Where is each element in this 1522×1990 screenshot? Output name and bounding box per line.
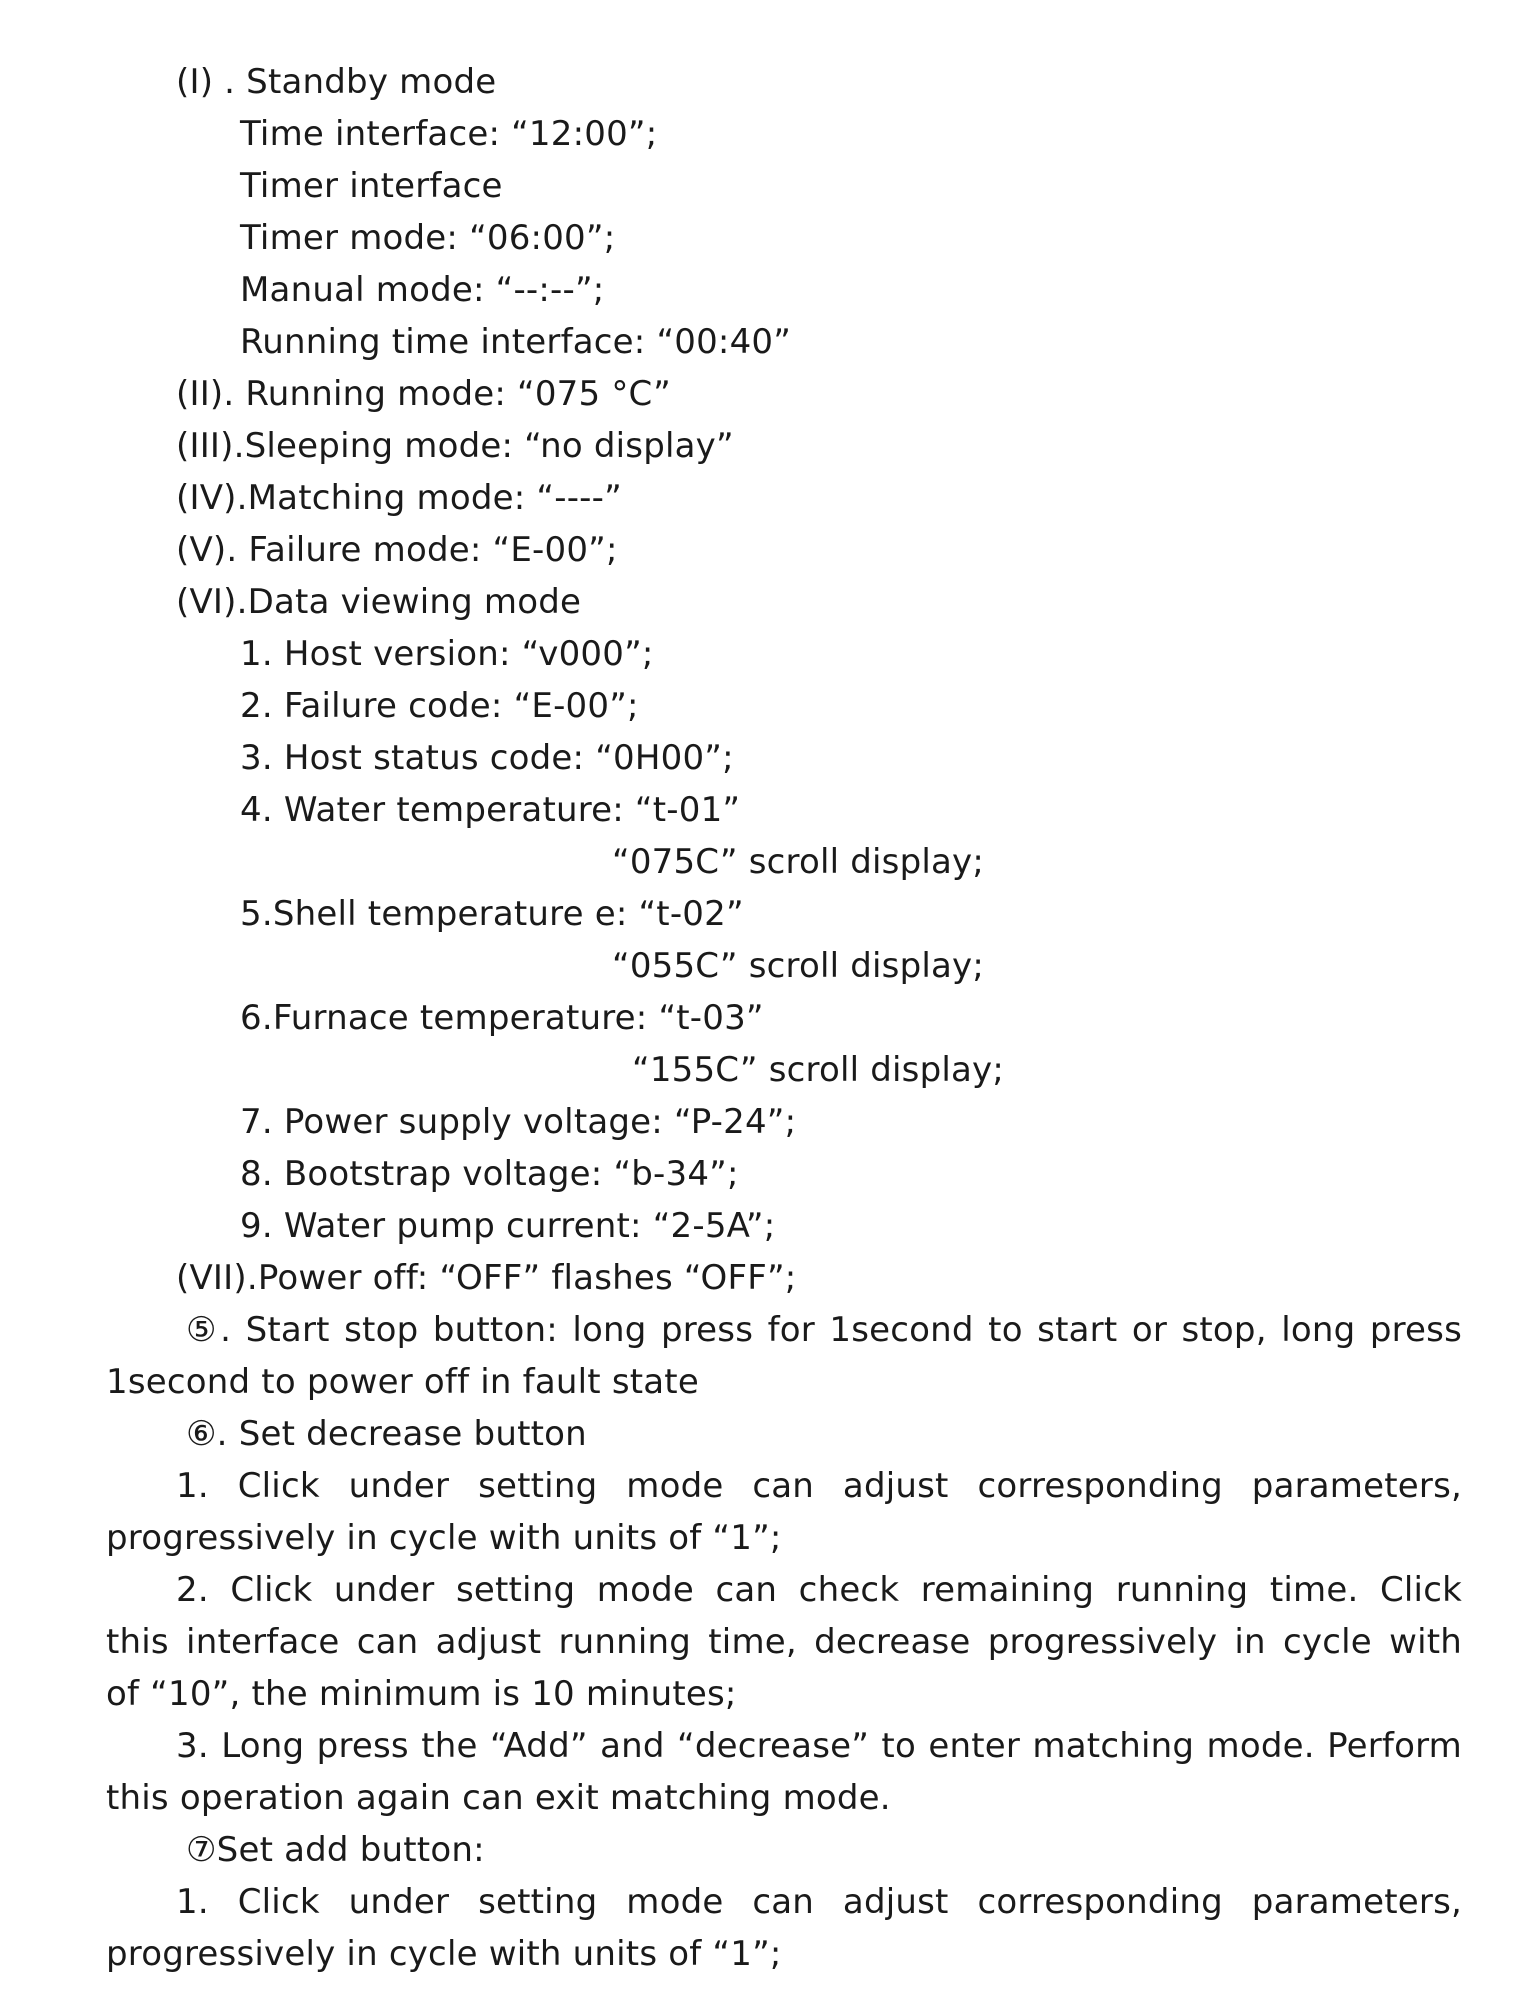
decrease-item-2-cont: this interface can adjust running time, decrease progressively in cycle with <box>106 1622 1462 1662</box>
decrease-item-2: 2. Click under setting mode can check remaining running time. Click <box>176 1570 1462 1610</box>
data-viewing-heading: (VI).Data viewing mode <box>176 582 582 622</box>
start-stop-button-line-cont: 1second to power off in fault state <box>106 1362 699 1402</box>
data-item-water-temperature-scroll: “075C” scroll display; <box>612 842 985 882</box>
matching-mode-line: (IV).Matching mode: “----” <box>176 478 622 518</box>
sleeping-mode-line: (III).Sleeping mode: “no display” <box>176 426 734 466</box>
manual-mode-line: Manual mode: “--:--”; <box>240 270 605 310</box>
data-item-bootstrap-voltage: 8. Bootstrap voltage: “b-34”; <box>240 1154 739 1194</box>
data-item-shell-temperature: 5.Shell temperature e: “t-02” <box>240 894 744 934</box>
time-interface-line: Time interface: “12:00”; <box>240 114 658 154</box>
data-item-failure-code: 2. Failure code: “E-00”; <box>240 686 639 726</box>
data-item-host-status-code: 3. Host status code: “0H00”; <box>240 738 734 778</box>
standby-heading: (I) . Standby mode <box>176 62 497 102</box>
data-item-power-supply-voltage: 7. Power supply voltage: “P-24”; <box>240 1102 797 1142</box>
decrease-item-2-cont-2: of “10”, the minimum is 10 minutes; <box>106 1674 737 1714</box>
data-item-furnace-temperature-scroll: “155C” scroll display; <box>632 1050 1005 1090</box>
set-decrease-heading: ⑥. Set decrease button <box>186 1414 587 1454</box>
decrease-item-3-cont: this operation again can exit matching mode. <box>106 1778 891 1818</box>
decrease-item-1-cont: progressively in cycle with units of “1”; <box>106 1518 782 1558</box>
add-item-1-cont: progressively in cycle with units of “1”; <box>106 1934 782 1974</box>
data-item-water-pump-current: 9. Water pump current: “2-5A”; <box>240 1206 776 1246</box>
data-item-shell-temperature-scroll: “055C” scroll display; <box>612 946 985 986</box>
data-item-host-version: 1. Host version: “v000”; <box>240 634 654 674</box>
decrease-item-3: 3. Long press the “Add” and “decrease” to enter matching mode. Perform <box>176 1726 1462 1766</box>
data-item-furnace-temperature: 6.Furnace temperature: “t-03” <box>240 998 764 1038</box>
running-mode-line: (II). Running mode: “075 °C” <box>176 374 671 414</box>
data-item-water-temperature: 4. Water temperature: “t-01” <box>240 790 741 830</box>
decrease-item-1: 1. Click under setting mode can adjust corresponding parameters, <box>176 1466 1462 1506</box>
set-add-heading: ⑦Set add button: <box>186 1830 485 1870</box>
timer-interface-line: Timer interface <box>240 166 503 206</box>
failure-mode-line: (V). Failure mode: “E-00”; <box>176 530 618 570</box>
start-stop-button-line: ⑤. Start stop button: long press for 1second to start or stop, long press <box>186 1310 1462 1350</box>
power-off-line: (VII).Power off: “OFF” flashes “OFF”; <box>176 1258 797 1298</box>
timer-mode-line: Timer mode: “06:00”; <box>240 218 616 258</box>
running-time-interface-line: Running time interface: “00:40” <box>240 322 792 362</box>
add-item-1: 1. Click under setting mode can adjust corresponding parameters, <box>176 1882 1462 1922</box>
